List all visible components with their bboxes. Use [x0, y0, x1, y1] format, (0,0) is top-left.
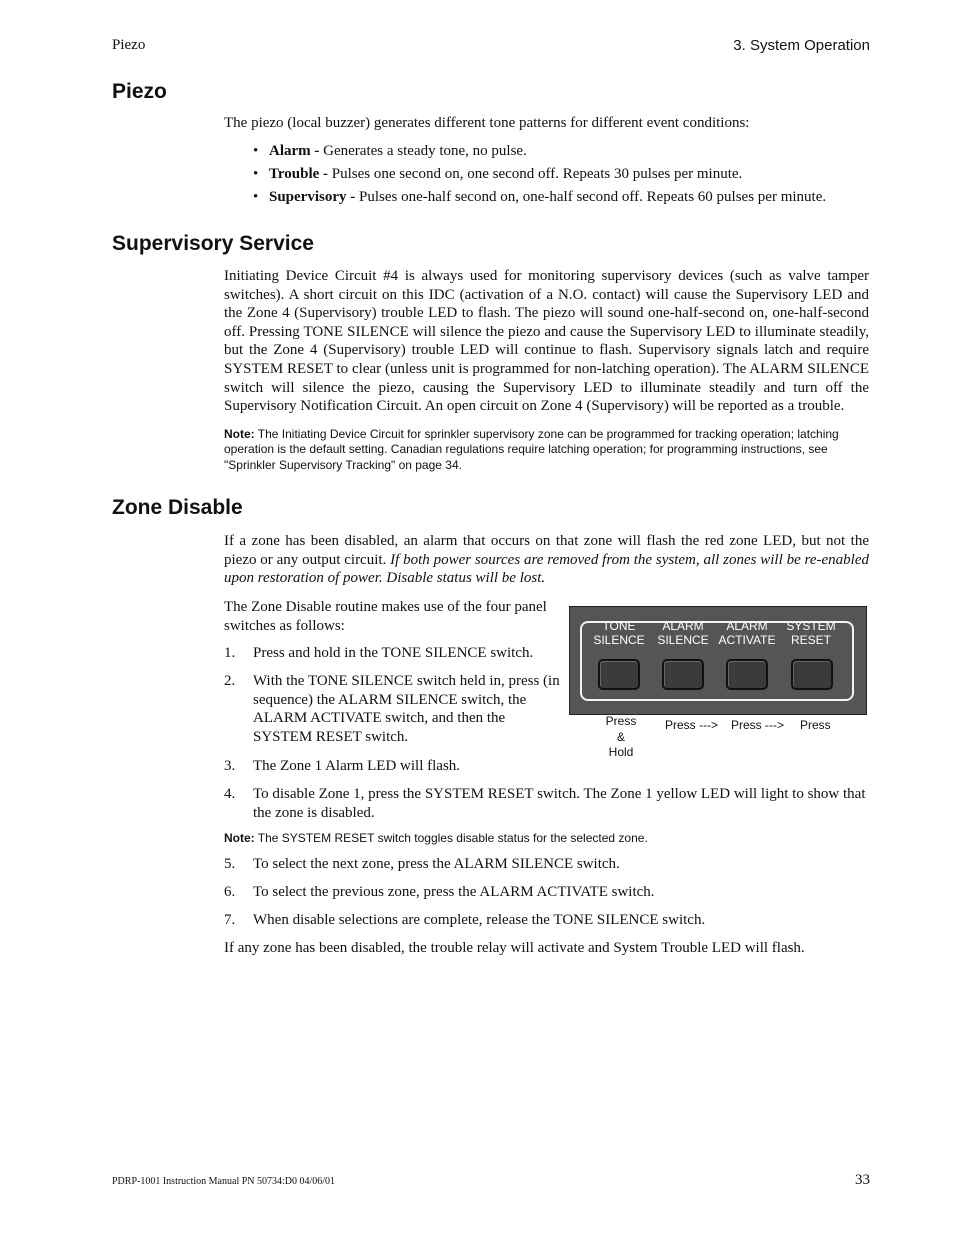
step-number: 6. — [224, 884, 236, 900]
step-text: To select the next zone, press the ALARM SILENCE switch. — [253, 856, 620, 872]
supervisory-body: Initiating Device Circuit #4 is always used for monitoring supervisory devices (such as valve tamper switches). A short circuit on this IDC (activation of a N.O. contact) will cause the Supervisory LED and the Zone 4 (Supervisory) trouble LED to flash. The piezo will sound one-half-second on, one-half-second off. Pressing TONE SILENCE will silence the piezo and cause the Supervisory LED to illuminate steadily, but the Zone 4 (Supervisory) trouble LED will continue to flash. Supervisory signals latch and require SYSTEM RESET to clear (unless unit is programmed for non-latching operation). The ALARM SILENCE switch will silence the piezo, causing the Supervisory LED to illuminate steadily and turn off the Supervisory Notification Circuit. An open circuit on Zone 4 (Supervisory) will be reported as a trouble. — [224, 268, 869, 415]
zone-disable-closing: If any zone has been disabled, the trouble relay will activate and System Trouble LED will flash. — [224, 940, 805, 956]
step-text: To select the previous zone, press the ALARM ACTIVATE switch. — [253, 884, 655, 900]
step-number: 7. — [224, 912, 236, 928]
section-title-zone-disable: Zone Disable — [112, 496, 243, 519]
note-text: The SYSTEM RESET switch toggles disable status for the selected zone. — [254, 831, 648, 845]
bullet-text: Generates a steady tone, no pulse. — [319, 143, 527, 159]
label-line: SILENCE — [593, 633, 645, 647]
step-text: When disable selections are complete, release the TONE SILENCE switch. — [253, 912, 706, 928]
switch-label-tone-silence — [584, 619, 654, 647]
note-text: The Initiating Device Circuit for sprinkler supervisory zone can be programmed for tracking operation; latching operation is the default setting. Canadian regulations require latching operation; for programming instructions, see "Sprinkler Supervisory Tracking" on page 34. — [224, 427, 839, 472]
section-title-piezo: Piezo — [112, 80, 167, 103]
label-line: SYSTEM — [786, 619, 836, 633]
step-number: 2. — [224, 673, 236, 689]
bullet-term: Trouble - — [269, 166, 329, 182]
section-title-supervisory: Supervisory Service — [112, 232, 314, 255]
page-number: 33 — [855, 1172, 870, 1188]
action-press-3: Press ---> — [731, 718, 785, 732]
footer-doc-id: PDRP-1001 Instruction Manual PN 50734:D0 04/06/01 — [112, 1176, 336, 1187]
zone-disable-intro — [224, 532, 869, 588]
step-text: To disable Zone 1, press the SYSTEM RESET switch. The Zone 1 yellow LED will light to show that the zone is disabled. — [253, 786, 866, 821]
action-line: Press — [605, 714, 637, 728]
alarm-silence-button — [662, 659, 704, 690]
step-text: The Zone 1 Alarm LED will flash. — [253, 758, 461, 774]
zone-disable-note — [224, 831, 869, 846]
running-header-right: 3. System Operation — [733, 37, 870, 54]
label-line: ACTIVATE — [718, 633, 776, 647]
step-text: With the TONE SILENCE switch held in, press (in sequence) the ALARM SILENCE switch, the ALARM ACTIVATE switch, and then the SYSTEM RESET switch. — [253, 673, 560, 745]
step-text: Press and hold in the TONE SILENCE switch. — [253, 645, 534, 661]
step-number: 4. — [224, 786, 236, 802]
supervisory-note — [224, 427, 869, 473]
bullet-term: Alarm - — [269, 143, 320, 159]
intro-italic: If both power sources are removed from the system, all zones will be re-enabled upon restoration of power. Disable status will be lost. — [224, 551, 869, 587]
switch-label-alarm-activate — [712, 619, 782, 647]
piezo-intro: The piezo (local buzzer) generates different tone patterns for different event conditions: — [224, 115, 750, 131]
label-line: SILENCE — [657, 633, 709, 647]
action-press-4: Press — [800, 718, 831, 732]
bullet-text: Pulses one second on, one second off. Repeats 30 pulses per minute. — [328, 166, 743, 182]
note-label: Note: — [224, 831, 255, 845]
label-line: RESET — [790, 633, 831, 647]
zone-disable-routine: The Zone Disable routine makes use of the four panel switches as follows: — [224, 599, 547, 634]
running-header-left: Piezo — [112, 37, 146, 53]
bullet-text: Pulses one-half second on, one-half second off. Repeats 60 pulses per minute. — [355, 189, 827, 205]
switch-label-alarm-silence — [648, 619, 718, 647]
action-press-2: Press ---> — [665, 718, 719, 732]
system-reset-button — [791, 659, 833, 690]
label-line: ALARM — [726, 619, 768, 633]
intro-plain: If a zone has been disabled, an alarm that occurs on that zone will flash the red zone LED, but not the piezo or any output circuit. — [224, 533, 869, 568]
action-line: & — [616, 729, 625, 744]
step-number: 1. — [224, 645, 236, 661]
action-press-hold — [596, 714, 646, 761]
label-line: ALARM — [662, 619, 704, 633]
alarm-activate-button — [726, 659, 768, 690]
step-number: 5. — [224, 856, 236, 872]
bullet-term: Supervisory - — [269, 189, 356, 205]
note-label: Note: — [224, 427, 255, 441]
tone-silence-button — [598, 659, 640, 690]
step-number: 3. — [224, 758, 236, 774]
switch-label-system-reset — [776, 619, 846, 647]
label-line: TONE — [602, 619, 636, 633]
action-line: Hold — [608, 745, 634, 759]
